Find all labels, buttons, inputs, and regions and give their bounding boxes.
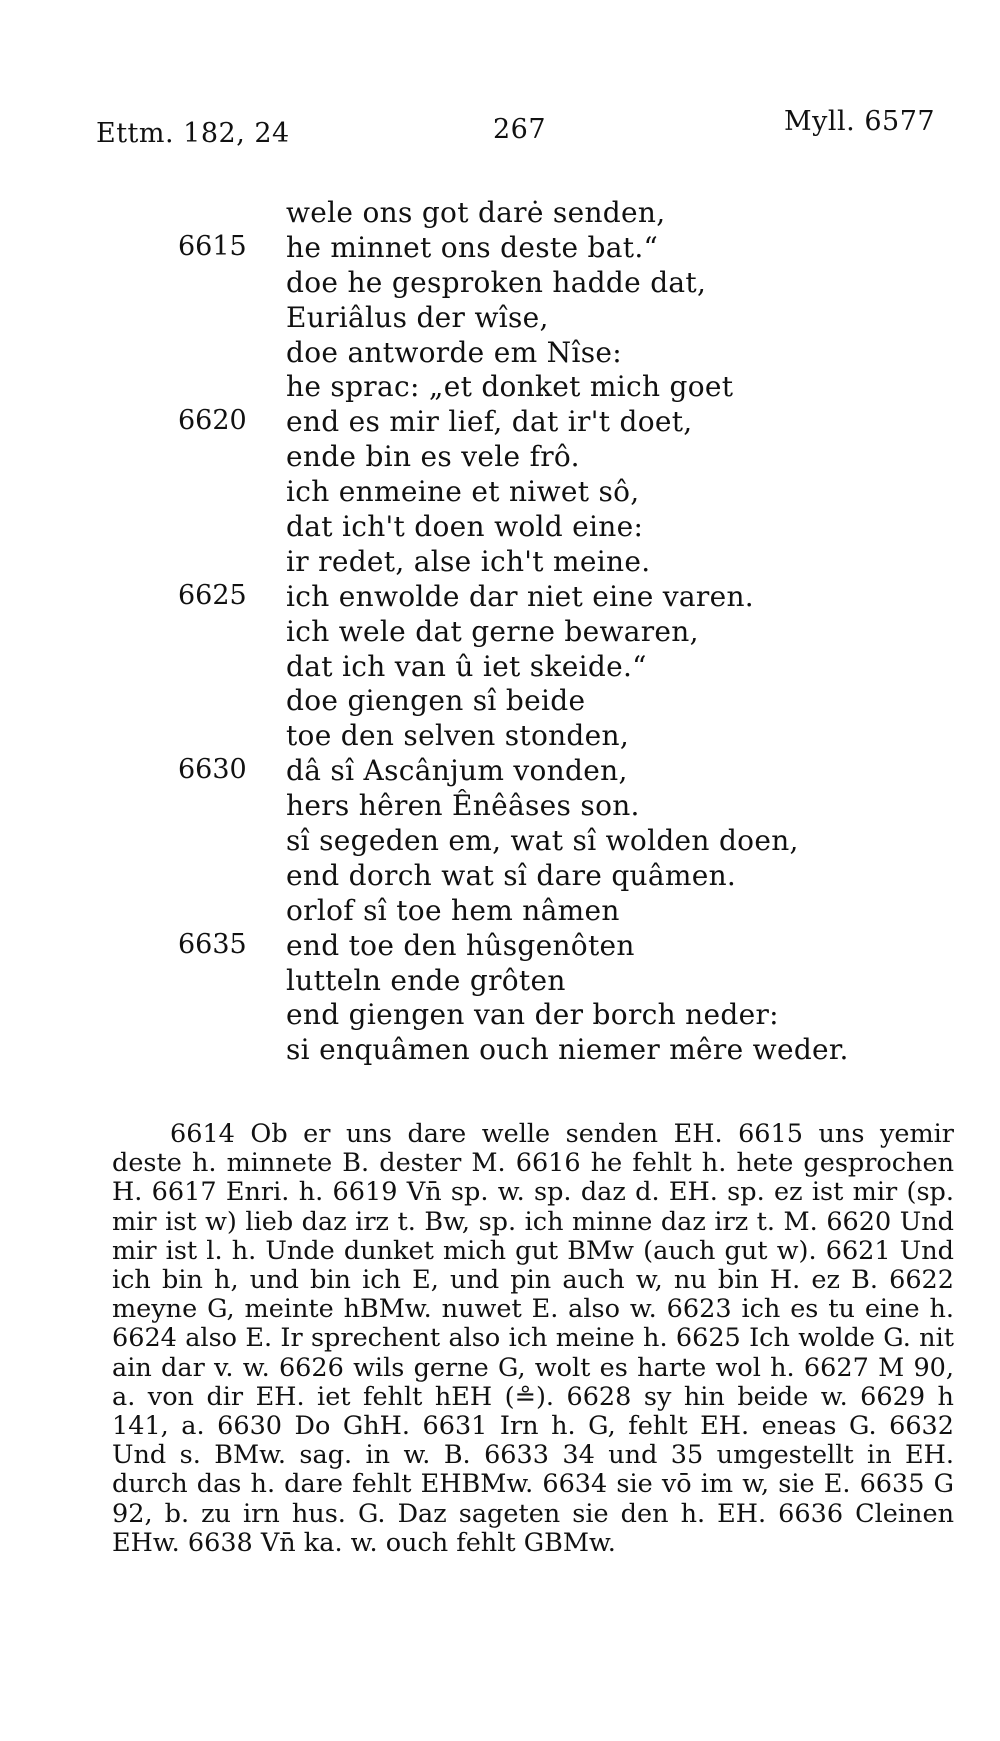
verse-line [0, 510, 1000, 545]
verse-line [0, 1033, 1000, 1068]
header-right-reference: Myll. 6577 [784, 106, 936, 137]
verse-line [0, 684, 1000, 719]
verse-line [0, 440, 1000, 475]
line-number: 6615 [178, 230, 247, 262]
verse-line [0, 196, 1000, 231]
verse-line [0, 545, 1000, 580]
verse-line [0, 824, 1000, 859]
verse-line-text: sî segeden em, wat sî wolden doen, [286, 824, 799, 858]
verse-line-text: doe he gesproken hadde dat, [286, 265, 707, 299]
verse-line [0, 475, 1000, 510]
verse-line [0, 650, 1000, 685]
verse-line [0, 894, 1000, 929]
line-number: 6635 [178, 928, 247, 960]
footnote-text: 6614 Ob er uns dare welle senden EH. 6615 uns yemir deste h. minnete B. dester M. 6616 he fehlt h. hete gesprochen H. 6617 Enri. h. 6619 Vn̄ sp. w. sp. daz d. EH. sp. ez ist mir (sp. mir ist w) lieb daz irz t. Bw, sp. ich minne daz irz t. M. 6620 Und mir ist l. h. Unde dunket mich gut BMw (auch gut w). 6621 Und ich bin h, und bin ich E, und pin auch w, nu bin H. ez B. 6622 meyne G, meinte hBMw. nuwet E. also w. 6623 ich es tu eine h. 6624 also E. Ir sprechent also ich meine h. 6625 Ich wolde G. nit ain dar v. w. 6626 wils gerne G, wolt es harte wol h. 6627 M 90, a. von dir EH. iet fehlt hEH (≗). 6628 sy hin beide w. 6629 h 141, a. 6630 Do GhH. 6631 Irn h. G, fehlt EH. eneas G. 6632 Und s. BMw. sag. in w. B. 6633 34 und 35 umgestellt in EH. durch das h. dare fehlt EHBMw. 6634 sie vō im w, sie E. 6635 G 92, b. zu irn hus. G. Daz sageten sie den h. EH. 6636 Cleinen EHw. 6638 Vn̄ ka. w. ouch fehlt GBMw. [112, 1119, 954, 1558]
verse-line-text: end es mir lief, dat ir't doet, [286, 405, 693, 439]
line-number: 6625 [178, 579, 247, 611]
verse-line [0, 789, 1000, 824]
verse-line [0, 580, 1000, 615]
verse-line-text: end toe den hûsgenôten [286, 928, 635, 962]
verse-line-text: ende bin es vele frô. [286, 440, 580, 474]
verse-line-text: ir redet, alse ich't meine. [286, 544, 651, 578]
verse-line-text: end dorch wat sî dare quâmen. [286, 858, 737, 892]
verse-line-text: Euriâlus der wîse, [286, 300, 549, 334]
line-number: 6620 [178, 405, 247, 437]
verse-line-text: si enquâmen ouch niemer mêre weder. [286, 1033, 849, 1067]
verse-line [0, 754, 1000, 789]
verse-line-text: ich enmeine et niwet sô, [286, 475, 640, 509]
verse-line-text: doe giengen sî beide [286, 684, 586, 718]
verse-line-text: orlof sî toe hem nâmen [286, 893, 620, 927]
verse-line-text: hers hêren Ênêâses son. [286, 789, 640, 823]
verse-line-text: dâ sî Ascânjum vonden, [286, 754, 628, 788]
verse-line-text: ich enwolde dar niet eine varen. [286, 579, 754, 613]
verse-line-text: end giengen van der borch neder: [286, 998, 779, 1032]
verse-line-text: toe den selven stonden, [286, 719, 630, 753]
verse-line-text: dat ich't doen wold eine: [286, 510, 644, 544]
verse-line [0, 370, 1000, 405]
line-number: 6630 [178, 754, 247, 786]
verse-line [0, 301, 1000, 336]
verse-line [0, 719, 1000, 754]
verse-line [0, 998, 1000, 1033]
verse-line [0, 405, 1000, 440]
verse-line [0, 964, 1000, 999]
verse-line-text: doe antworde em Nîse: [286, 335, 622, 369]
verse-line-text: lutteln ende grôten [286, 963, 566, 997]
header-left-reference: Ettm. 182, 24 [96, 118, 290, 149]
verse-line-text: he sprac: „et donket mich goet [286, 370, 734, 404]
verse-line-text: ich wele dat gerne bewaren, [286, 614, 699, 648]
verse-line-text: dat ich van û iet skeide.“ [286, 649, 647, 683]
verse-line-text: he minnet ons deste bat.“ [286, 230, 659, 264]
verse-line [0, 231, 1000, 266]
running-header [0, 100, 1000, 150]
verse-line [0, 615, 1000, 650]
verse-line [0, 859, 1000, 894]
verse-text [0, 196, 1000, 1068]
verse-line-text: wele ons got darė senden, [286, 196, 666, 229]
verse-line [0, 929, 1000, 964]
verse-line [0, 266, 1000, 301]
verse-line [0, 336, 1000, 371]
critical-apparatus [112, 1120, 954, 1558]
page-number: 267 [493, 114, 547, 145]
